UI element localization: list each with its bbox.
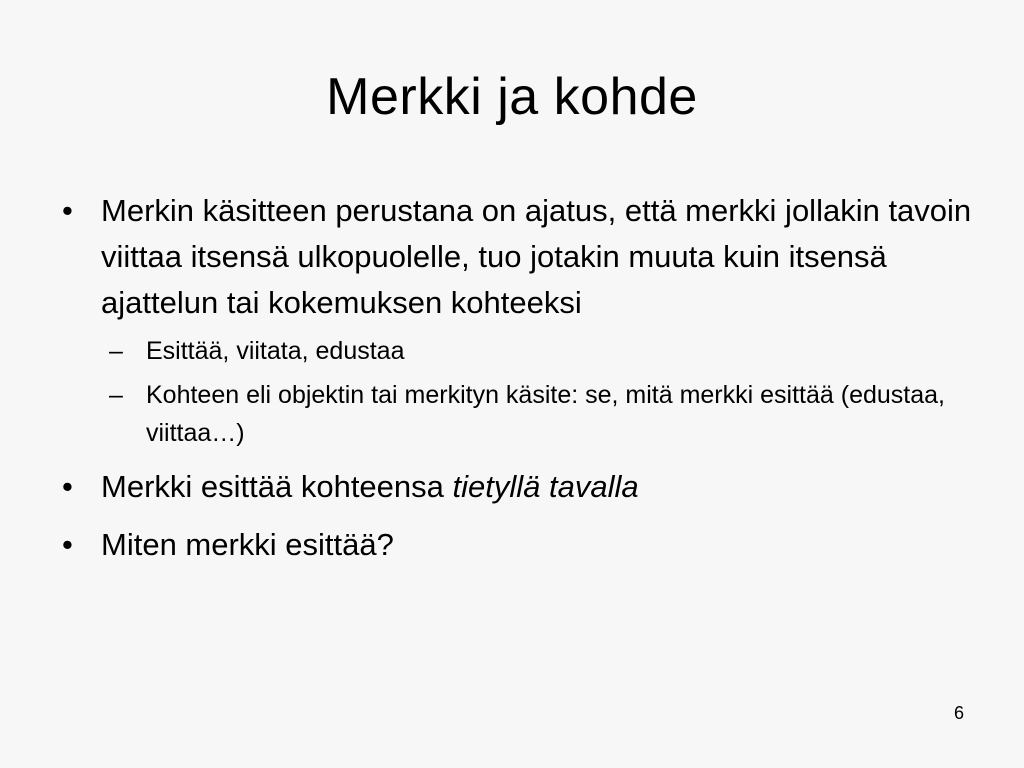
sub-bullet-marker: – [109, 381, 123, 409]
bullet-item [62, 188, 972, 326]
slide-title: Merkki ja kohde [326, 68, 698, 126]
bullet-text: Merkki esittää kohteensa [101, 469, 453, 504]
bullet-marker: • [62, 527, 73, 562]
bullet-item [62, 464, 972, 510]
bullet-marker: • [62, 469, 73, 504]
bullet-text-emphasis: tietyllä tavalla [452, 469, 639, 504]
sub-bullet-item [101, 332, 972, 370]
bullet-item [62, 522, 972, 568]
sub-bullet-text: Esittää, viitata, edustaa [146, 337, 405, 365]
sub-bullet-text: Kohteen eli objektin tai merkityn käsite: se, mitä merkki esittää (edustaa, viittaa…) [146, 381, 945, 447]
sub-bullet-marker: – [109, 337, 123, 365]
slide-content [62, 188, 972, 568]
sub-bullet-item [101, 376, 972, 452]
bullet-marker: • [62, 193, 73, 228]
page-number: 6 [953, 703, 964, 723]
bullet-text: Miten merkki esittää? [101, 527, 394, 562]
bullet-text: Merkin käsitteen perustana on ajatus, että merkki jollakin tavoin viittaa itsensä ulkopuolelle, tuo jotakin muuta kuin itsensä ajattelun tai kokemuksen kohteeksi [101, 193, 972, 320]
